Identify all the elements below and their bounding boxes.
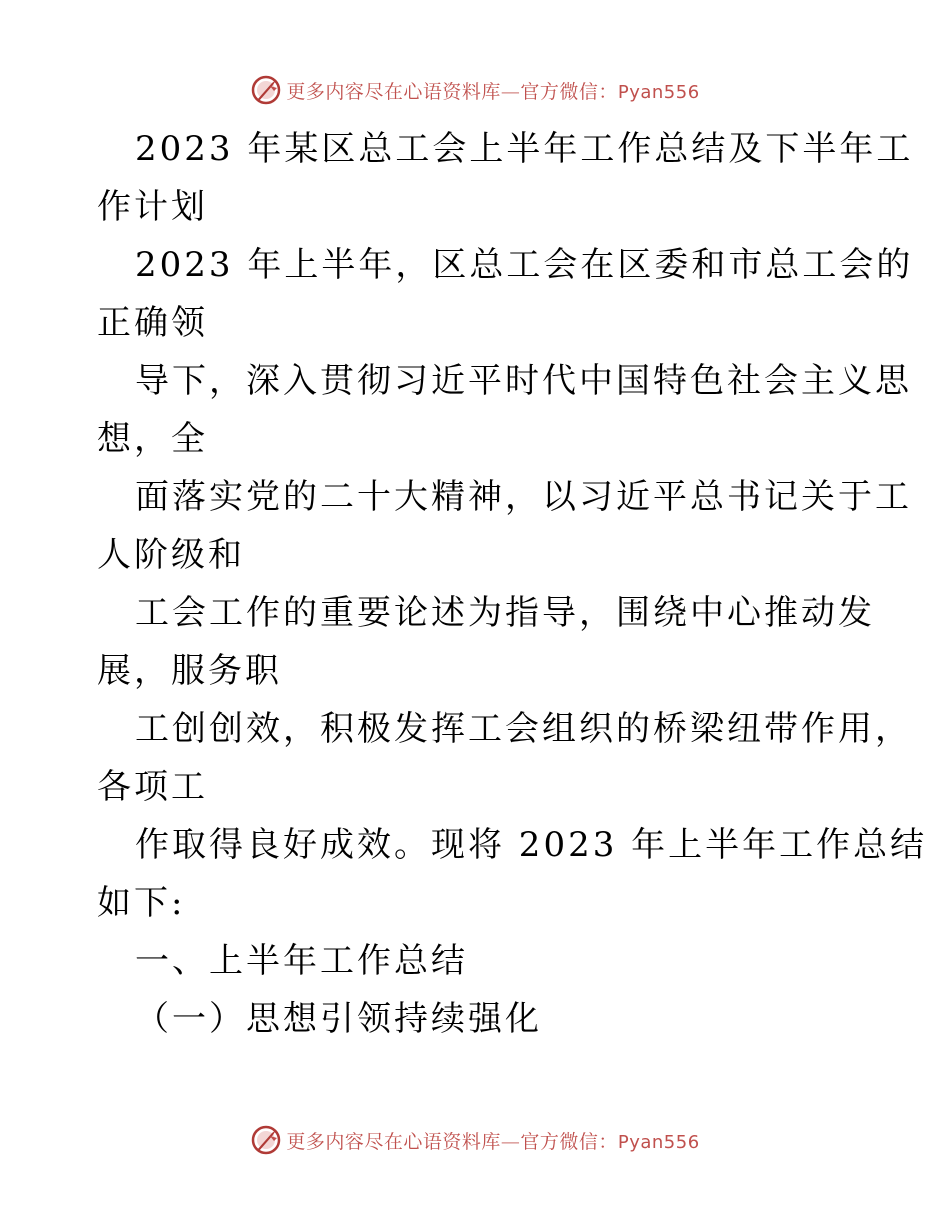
footer-watermark	[0, 1120, 950, 1160]
document-line: 2023 年上半年，区总工会在区委和市总工会的	[135, 245, 914, 285]
document-line: （一）思想引领持续强化	[135, 999, 542, 1039]
quill-pen-logo-icon	[250, 74, 282, 106]
document-line: 作计划	[97, 187, 208, 227]
document-line: 展，服务职	[97, 651, 282, 691]
wechat-id: Pyan556	[617, 81, 700, 103]
document-body	[97, 120, 928, 1048]
watermark-text: 更多内容尽在心语资料库—官方微信：Pyan556	[286, 80, 700, 103]
document-line: 2023 年某区总工会上半年工作总结及下半年工	[135, 129, 914, 169]
document-line: 想，全	[97, 419, 208, 459]
document-line: 作取得良好成效。现将 2023 年上半年工作总结	[135, 825, 928, 865]
document-line: 如下:	[97, 883, 186, 923]
document-line: 人阶级和	[97, 535, 245, 575]
document-line: 工会工作的重要论述为指导，围绕中心推动发	[135, 593, 875, 633]
document-line: 工创创效，积极发挥工会组织的桥梁纽带作用，	[135, 709, 912, 749]
document-line: 各项工	[97, 767, 208, 807]
document-line: 一、上半年工作总结	[135, 941, 468, 981]
quill-pen-logo-icon	[250, 1124, 282, 1156]
wechat-id: Pyan556	[617, 1131, 700, 1153]
watermark-text: 更多内容尽在心语资料库—官方微信：Pyan556	[286, 1130, 700, 1153]
document-line: 导下，深入贯彻习近平时代中国特色社会主义思	[135, 361, 912, 401]
document-line: 正确领	[97, 303, 208, 343]
document-line: 面落实党的二十大精神，以习近平总书记关于工	[135, 477, 912, 517]
header-watermark	[0, 70, 950, 110]
